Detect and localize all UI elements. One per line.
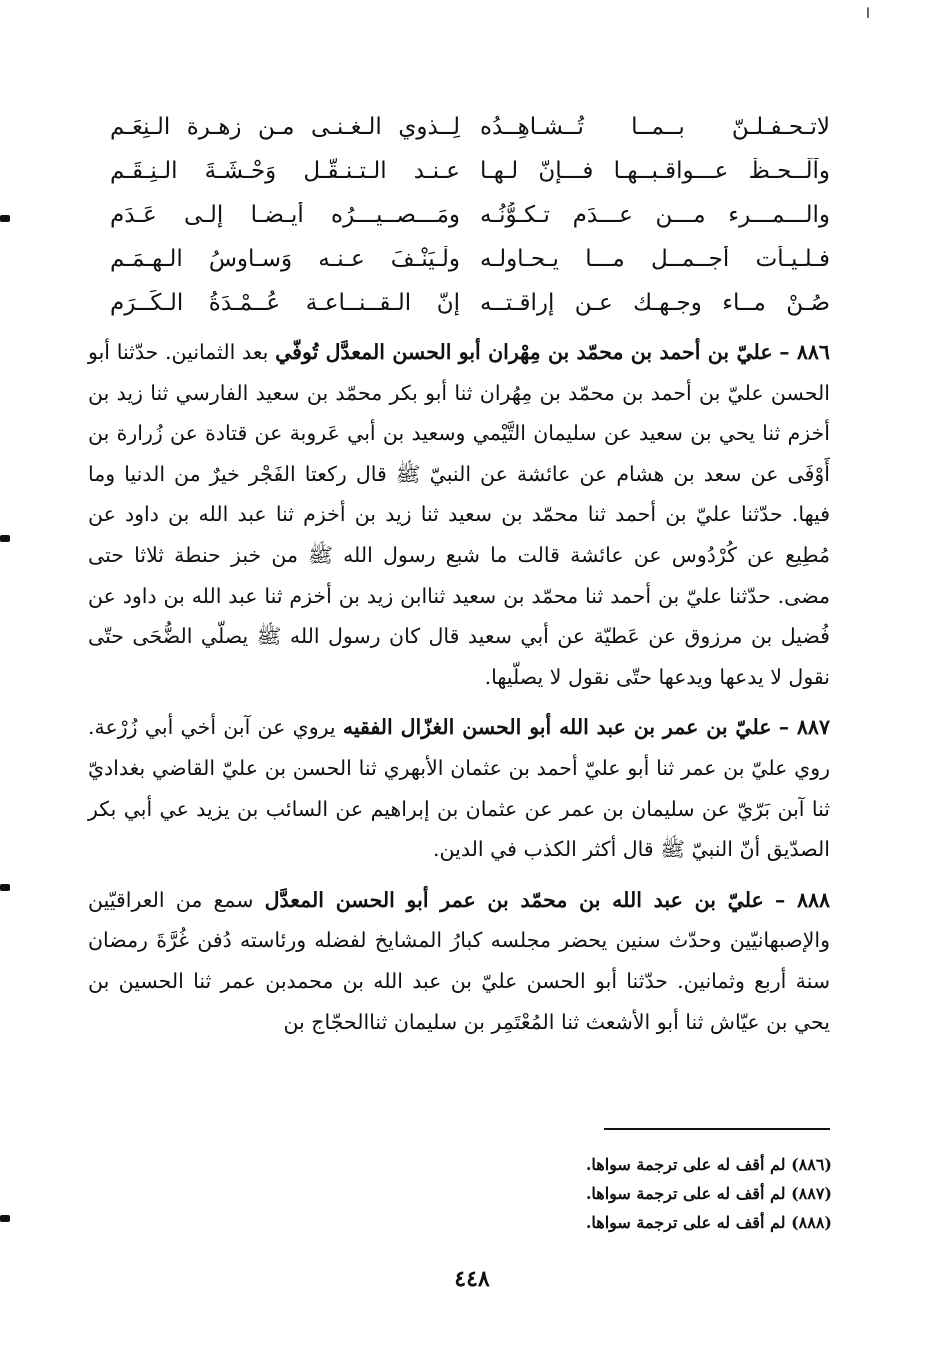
- poem: [110, 105, 830, 325]
- verse-second-hemistich: إنّ الـقــنــاعـة عُــمْـدَةُ الـكَــرَم: [110, 290, 460, 316]
- entry-name: عليّ بن عبد الله بن محمّد بن عمر أبو الحسن المعدَّل: [264, 887, 764, 912]
- binding-edge-mark: [0, 215, 10, 222]
- verse-second-hemistich: لِــذوي الـغـنـى مـن زهـرة الـنِعَـم: [110, 114, 460, 140]
- verse-second-hemistich: عـنـد الـتـنـقُّـل وَحْـشَـةَ الـنِـقَـم: [110, 158, 460, 184]
- entry-text: بعد الثمانين. حدّثنا أبو الحسن عليّ بن أحمد بن محمّد بن مِهُران ثنا أبو بكر محمّد بن سعيد الفارسي ثنا زيد بن أخزم ثنا يحي بن سعيد عن سليمان التَّيْمي وسعيد بن أبي عَروبة عن قتادة عن زُرارة بن أَوْفَى عن سعد بن هشام عن عائشة عن النبيّ ﷺ قال ركعتا الفَجْر خيرٌ من الدنيا وما فيها. حدّثنا عليّ بن أحمد ثنا محمّد بن سعيد ثنا زيد بن أخزم ثنا عبد الله بن داود عن مُطِيع عن كُرْدُوس عن عائشة قالت ما شبع رسول الله ﷺ من خبز حنطة ثلاثا حتى مضى. حدّثنا عليّ بن أحمد ثنا محمّد بن سعيد ثناابن زيد بن أخزم ثنا عبد الله بن داود عن فُضيل بن مرزوق عن عَطيّة عن أبي سعيد قال كان رسول الله ﷺ يصلّي الضُّحَى حتّى نقول لا يدعها ويدعها حتّى نقول لا يصلّيها.: [88, 340, 830, 689]
- binding-edge-mark: [0, 1215, 10, 1222]
- entry-888: [88, 880, 830, 1042]
- footnotes: [440, 1150, 832, 1237]
- footnote-divider: [604, 1128, 830, 1130]
- binding-edge-mark: [0, 535, 10, 542]
- poem-verse: [110, 149, 830, 193]
- entry-number: ٨٨٧ –: [778, 715, 830, 740]
- poem-verse: [110, 237, 830, 281]
- entry-887: [88, 707, 830, 869]
- verse-first-hemistich: والـــمـــرء مـــن عـــدَم تـكـوُّنُـه: [480, 202, 830, 228]
- footnote: (٨٨٦) لم أقف له على ترجمة سواها.: [585, 1155, 832, 1174]
- entry-886: [88, 332, 830, 697]
- footnote: (٨٨٨) لم أقف له على ترجمة سواها.: [585, 1213, 832, 1232]
- entry-text: سمع من العراقيّين والإصبهانيّين وحدّث سنين يحضر مجلسه كبارُ المشايخ لفضله ورئاسته دُفن غُرَّةَ رمضان سنة أربع وثمانين. حدّثنا أبو الحسن عليّ بن عبد الله بن محمدبن عمر ثنا الحسين بن يحي بن عيّاش ثنا أبو الأشعث ثنا المُعْتَمِر بن سليمان ثناالحجّاج بن: [88, 887, 830, 1034]
- entry-name: عليّ بن عمر بن عبد الله أبو الحسن الغزّال الفقيه: [342, 715, 772, 740]
- poem-verse: [110, 193, 830, 237]
- entry-number: ٨٨٦ –: [779, 340, 830, 364]
- verse-first-hemistich: وآلْــحـظْ عـــواقـبــهـا فـــإنّ لـهـا: [480, 158, 830, 184]
- verse-first-hemistich: لاتـحـفـلـنّ بــمــا تُــشـاهِــدُه: [480, 114, 830, 140]
- biographical-entries: [88, 332, 830, 1052]
- footnote: (٨٨٧) لم أقف له على ترجمة سواها.: [585, 1184, 832, 1203]
- verse-first-hemistich: فـلـيـأت أجــمــل مـــا يـحـاولـه: [480, 246, 830, 272]
- top-corner-mark: ا: [866, 6, 870, 22]
- entry-text: يروي عن آبن أخي أبي زُرْعة. روي عليّ بن عمر ثنا أبو عليّ أحمد بن عثمان الأبهري ثنا الحسن بن عليّ القاضي بغداديّ ثنا آبن بَرّيّ عن سليمان بن عمر عن عثمان بن إبراهيم عن السائب بن يزيد عي أبي بكر الصدّيق أنّ النبيّ ﷺ قال أكثر الكذب في الدين.: [88, 715, 830, 862]
- verse-second-hemistich: ولْـيَنْـفَ عـنـه وَسـاوِسُ الـهـمَـم: [110, 246, 460, 272]
- verse-second-hemistich: ومَـــصــيـــرُه أيـضـا إلـى عَـدَم: [110, 202, 460, 228]
- binding-edge-mark: [0, 884, 10, 891]
- page-number: ٤٤٨: [454, 1266, 490, 1292]
- poem-verse: [110, 105, 830, 149]
- entry-number: ٨٨٨ –: [774, 887, 830, 912]
- poem-verse: [110, 281, 830, 325]
- entry-name: عليّ بن أحمد بن محمّد بن مِهْران أبو الحسن المعدَّل تُوفّي: [275, 340, 773, 364]
- verse-first-hemistich: صُـنْ مــاء وجـهـك عـن إراقـتــه: [480, 290, 830, 316]
